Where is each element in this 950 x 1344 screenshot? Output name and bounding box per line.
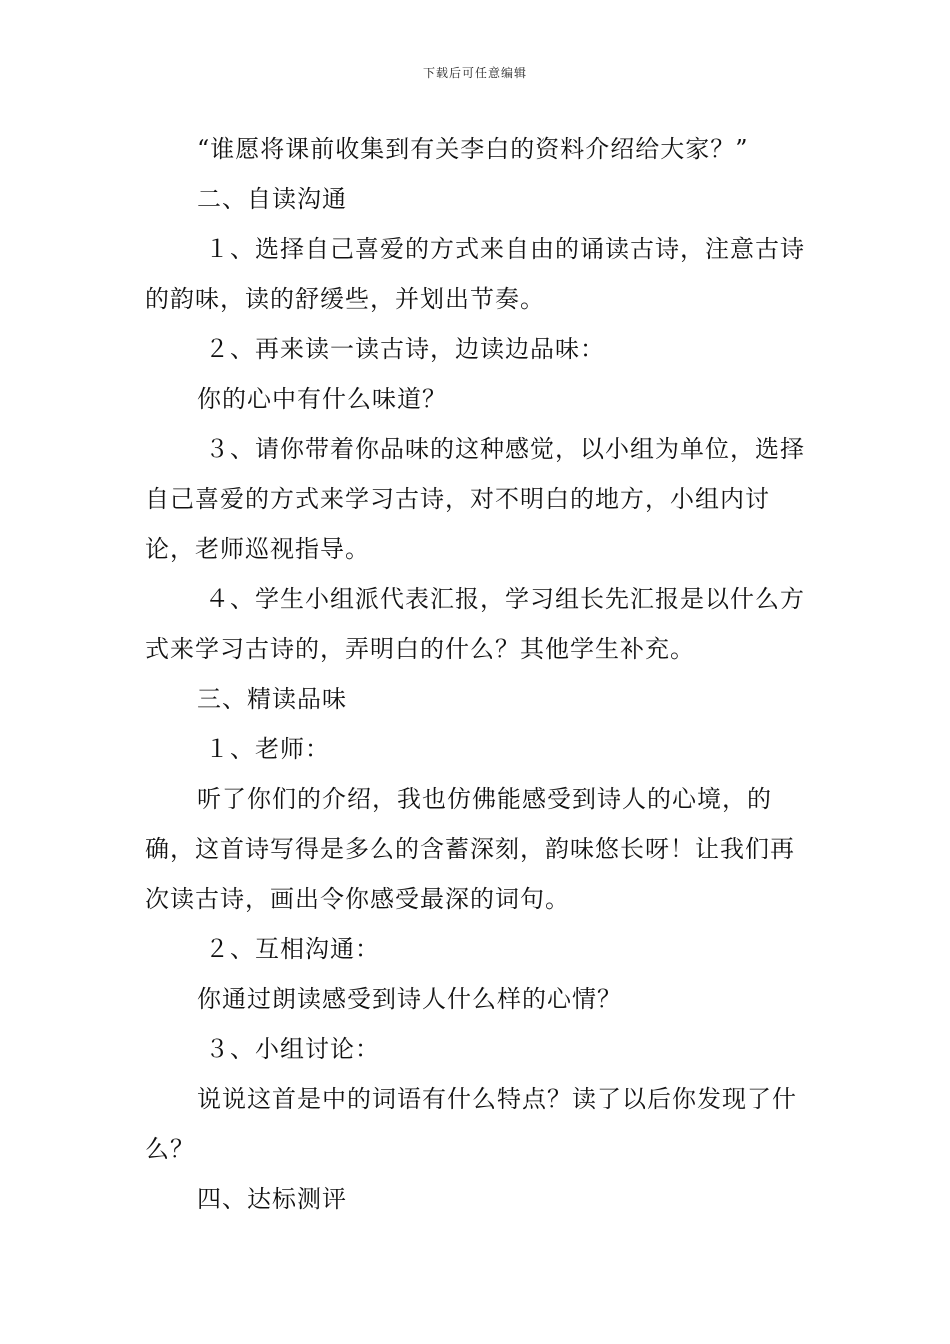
document-body: [145, 124, 810, 1224]
section-heading-2: 二、自读沟通: [197, 185, 347, 213]
paragraph-group-discussion: ３、小组讨论：: [205, 1035, 380, 1063]
section-heading-4: 四、达标测评: [197, 1185, 347, 1213]
page-header-note: 下载后可任意编辑: [422, 66, 527, 80]
paragraph-teacher-speech: 听了你们的介绍，我也仿佛能感受到诗人的心境，的确，这首诗写得是多么的含蓄深刻，韵味悠长呀！让我们再次读古诗，画出令你感受最深的词句。: [145, 785, 795, 913]
paragraph-teacher-label: １、老师：: [205, 735, 330, 763]
paragraph-question-taste: 你的心中有什么味道？: [197, 385, 447, 413]
paragraph-question-mood: 你通过朗读感受到诗人什么样的心情？: [197, 985, 622, 1013]
paragraph-mutual-communication: ２、互相沟通：: [205, 935, 380, 963]
paragraph-step-4: ４、学生小组派代表汇报，学习组长先汇报是以什么方式来学习古诗的，弄明白的什么？其他学生补充。: [145, 585, 805, 663]
paragraph-step-2: ２、再来读一读古诗，边读边品味：: [205, 335, 605, 363]
paragraph-question-words: 说说这首是中的词语有什么特点？读了以后你发现了什么？: [145, 1085, 797, 1163]
paragraph-step-1: １、选择自己喜爱的方式来自由的诵读古诗，注意古诗的韵味，读的舒缓些，并划出节奏。: [145, 235, 805, 313]
section-heading-3: 三、精读品味: [197, 685, 347, 713]
paragraph-question: “谁愿将课前收集到有关李白的资料介绍给大家？”: [197, 135, 749, 163]
paragraph-step-3: ３、请你带着你品味的这种感觉，以小组为单位，选择自己喜爱的方式来学习古诗，对不明白的地方，小组内讨论，老师巡视指导。: [145, 435, 805, 563]
